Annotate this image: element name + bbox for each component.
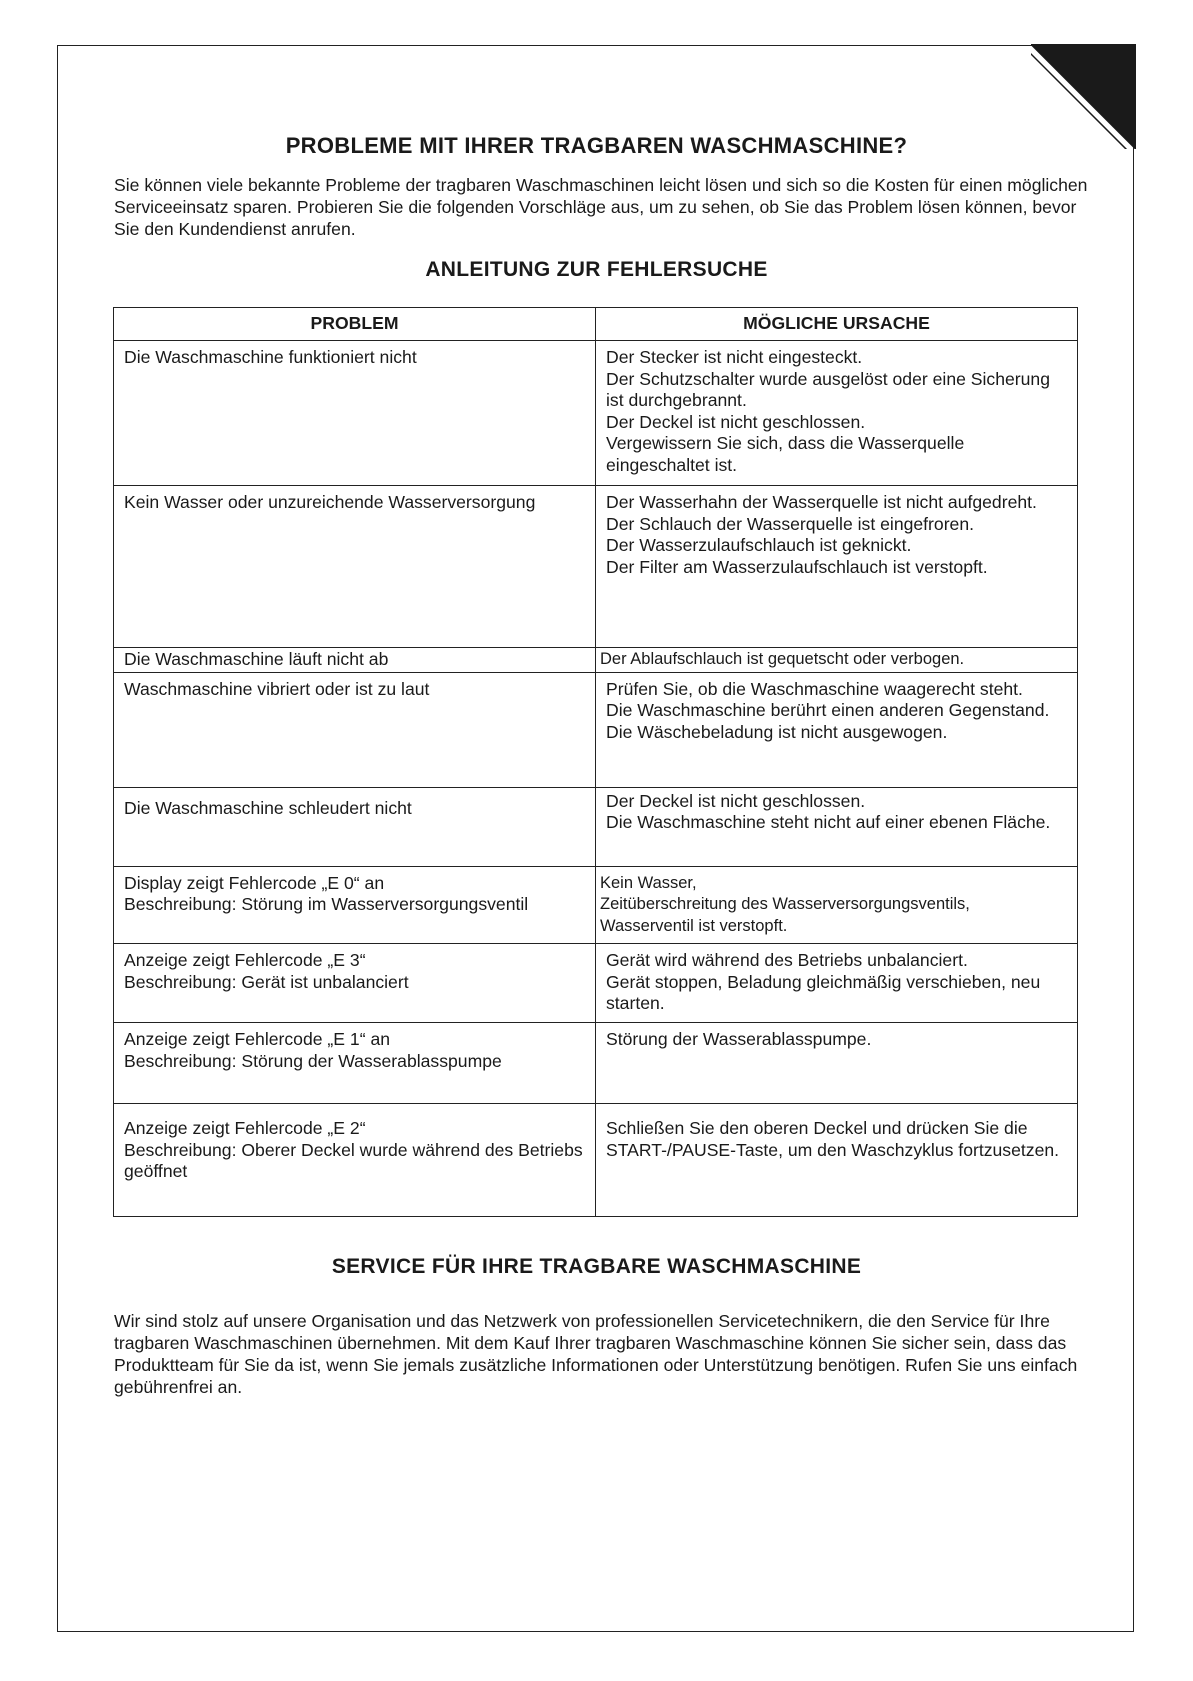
table-row xyxy=(114,648,1078,673)
cause-cell xyxy=(596,944,1078,1023)
cause-text: Der Schutzschalter wurde ausgelöst oder eine Sicherung ist durchgebrannt. xyxy=(606,368,1051,410)
table-header-row xyxy=(114,308,1078,341)
problem-text: Anzeige zeigt Fehlercode „E 3“ xyxy=(124,950,366,970)
table-row xyxy=(114,944,1078,1023)
table-row xyxy=(114,787,1078,866)
cause-text: Der Stecker ist nicht eingesteckt. xyxy=(606,347,863,367)
problem-text: Beschreibung: Gerät ist unbalanciert xyxy=(124,971,409,992)
problem-cell xyxy=(114,648,596,673)
cause-text: Die Waschmaschine berührt einen anderen Gegenstand. xyxy=(606,700,1050,720)
cause-cell xyxy=(596,672,1078,787)
problem-text: Beschreibung: Oberer Deckel wurde während des Betriebs geöffnet xyxy=(124,1139,583,1181)
table-row xyxy=(114,1104,1078,1217)
service-title: SERVICE FÜR IHRE TRAGBARE WASCHMASCHINE xyxy=(331,1255,862,1278)
column-header-problem: PROBLEM xyxy=(114,308,596,341)
cause-cell xyxy=(596,1104,1078,1217)
problem-text: Anzeige zeigt Fehlercode „E 1“ an xyxy=(124,1029,391,1049)
cause-text: Der Deckel ist nicht geschlossen. xyxy=(606,411,866,432)
cause-text: Zeitüberschreitung des Wasserversorgungsventils, xyxy=(600,895,970,913)
cause-text: Wasserventil ist verstopft. xyxy=(600,916,788,935)
table-row xyxy=(114,486,1078,648)
cause-text: Störung der Wasserablasspumpe. xyxy=(606,1029,872,1049)
cause-text: Kein Wasser, xyxy=(600,873,697,892)
problem-text: Beschreibung: Störung der Wasserablasspumpe xyxy=(124,1050,502,1071)
cause-cell xyxy=(596,787,1078,866)
table-row xyxy=(114,672,1078,787)
problem-cell xyxy=(114,1104,596,1217)
cause-cell xyxy=(596,1023,1078,1104)
problem-cell xyxy=(114,944,596,1023)
problem-text: Beschreibung: Störung im Wasserversorgungsventil xyxy=(124,894,529,914)
problem-text: Waschmaschine vibriert oder ist zu laut xyxy=(124,678,430,699)
problem-text: Die Waschmaschine schleudert nicht xyxy=(124,797,412,818)
troubleshooting-title: ANLEITUNG ZUR FEHLERSUCHE xyxy=(425,258,768,281)
cause-cell xyxy=(596,486,1078,648)
table-row xyxy=(114,1023,1078,1104)
cause-text: Der Deckel ist nicht geschlossen. xyxy=(606,790,866,811)
problem-text: Kein Wasser oder unzureichende Wasserversorgung xyxy=(124,492,536,512)
cause-text: Der Wasserhahn der Wasserquelle ist nicht aufgedreht. xyxy=(606,492,1037,512)
problem-cell xyxy=(114,1023,596,1104)
table-row xyxy=(114,866,1078,944)
problem-text: Display zeigt Fehlercode „E 0“ an xyxy=(124,872,385,893)
cause-text: Der Wasserzulaufschlauch ist geknickt. xyxy=(606,535,912,555)
problem-text: Die Waschmaschine funktioniert nicht xyxy=(124,347,417,367)
service-paragraph: Wir sind stolz auf unsere Organisation und das Netzwerk von professionellen Servicetechnikern, die den Service für Ihre tragbaren Waschmaschinen übernehmen. Mit dem Kauf Ihrer tragbaren Waschmaschine können Sie sicher sein, dass das Produktteam für Sie da ist, wenn Sie jemals zusätzliche Informationen oder Unterstützung benötigen. Rufen Sie uns einfach gebührenfrei an. xyxy=(114,1311,1078,1397)
troubleshooting-table xyxy=(113,307,1078,1217)
column-header-cause: MÖGLICHE URSACHE xyxy=(596,308,1078,341)
page-title: PROBLEME MIT IHRER TRAGBAREN WASCHMASCHINE? xyxy=(285,133,908,158)
problem-cell xyxy=(114,866,596,944)
table-row xyxy=(114,341,1078,486)
cause-text: Die Wäschebeladung ist nicht ausgewogen. xyxy=(606,721,948,742)
problem-cell xyxy=(114,787,596,866)
cause-cell xyxy=(596,341,1078,486)
cause-text: Der Filter am Wasserzulaufschlauch ist verstopft. xyxy=(606,556,988,577)
intro-paragraph: Sie können viele bekannte Probleme der tragbaren Waschmaschinen leicht lösen und sich so die Kosten für einen möglichen Serviceeinsatz sparen. Probieren Sie die folgenden Vorschläge aus, um zu sehen, ob Sie das Problem lösen können, bevor Sie den Kundendienst anrufen. xyxy=(114,175,1088,239)
cause-text: Die Waschmaschine steht nicht auf einer ebenen Fläche. xyxy=(606,812,1051,832)
problem-cell xyxy=(114,486,596,648)
cause-text: Der Ablaufschlauch ist gequetscht oder verbogen. xyxy=(600,650,965,668)
problem-cell xyxy=(114,341,596,486)
cause-text: Schließen Sie den oberen Deckel und drücken Sie die START-/PAUSE-Taste, um den Waschzyklus fortzusetzen. xyxy=(606,1118,1060,1160)
problem-text: Die Waschmaschine läuft nicht ab xyxy=(124,649,389,669)
problem-cell xyxy=(114,672,596,787)
cause-cell xyxy=(596,866,1078,944)
cause-text: Vergewissern Sie sich, dass die Wasserquelle eingeschaltet ist. xyxy=(606,433,965,475)
cause-cell xyxy=(596,648,1078,673)
cause-text: Gerät stoppen, Beladung gleichmäßig verschieben, neu starten. xyxy=(606,971,1041,1013)
cause-text: Der Schlauch der Wasserquelle ist eingefroren. xyxy=(606,513,975,534)
cause-text: Gerät wird während des Betriebs unbalanciert. xyxy=(606,950,968,970)
cause-text: Prüfen Sie, ob die Waschmaschine waagerecht steht. xyxy=(606,678,1023,699)
problem-text: Anzeige zeigt Fehlercode „E 2“ xyxy=(124,1118,366,1138)
